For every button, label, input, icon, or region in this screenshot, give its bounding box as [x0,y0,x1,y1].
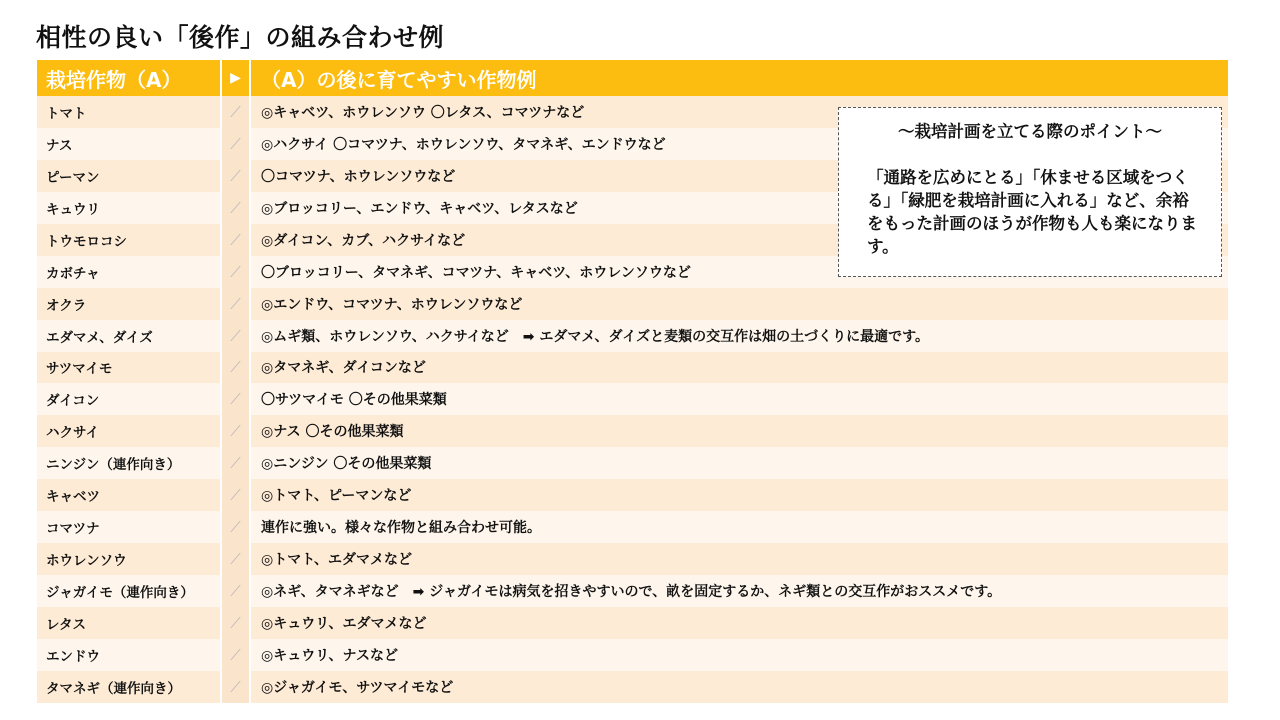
row-arrow-icon: ⟋ [220,160,251,192]
row-arrow-icon: ⟋ [220,256,251,288]
header-next-crop-column: （A）の後に育てやすい作物例 [261,67,537,92]
crop-name: タマネギ（連作向き） [37,671,220,703]
crop-name: サツマイモ [37,352,220,384]
row-arrow-icon: ⟋ [220,671,251,703]
row-arrow-icon: ⟋ [220,96,251,128]
crop-name: カボチャ [37,256,220,288]
crop-name: エダマメ、ダイズ [37,320,220,352]
next-crop-examples: ◎キャベツ、ホウレンソウ 〇レタス、コマツナなど [251,96,1228,128]
row-arrow-icon: ⟋ [220,415,251,447]
tip-body: 「通路を広めにとる」「休ませる区域をつくる」「緑肥を栽培計画に入れる」など、余裕をもった計画のほうが作物も人も楽になります。 [867,168,1197,256]
table-row [37,288,1228,320]
table-row [37,511,1228,543]
crop-name: レタス [37,607,220,639]
table-row [37,320,1228,352]
row-arrow-icon: ⟋ [220,639,251,671]
table-row [37,543,1228,575]
crop-name: トウモロコシ [37,224,220,256]
next-crop-examples: 連作に強い。様々な作物と組み合わせ可能。 [251,511,1228,543]
table-row [37,607,1228,639]
table-row [37,479,1228,511]
next-crop-examples: ◎トマト、ピーマンなど [251,479,1228,511]
next-crop-examples: 〇コマツナ、ホウレンソウなど [251,160,1228,192]
planning-tip-box [838,107,1222,277]
header-crop-column: 栽培作物（A） [46,67,182,92]
next-crop-examples: ◎ブロッコリー、エンドウ、キャベツ、レタスなど [251,192,1228,224]
tip-heading: ～栽培計画を立てる際のポイント～ [898,122,1162,141]
next-crop-examples: ◎ダイコン、カブ、ハクサイなど [251,224,1228,256]
table-row [37,415,1228,447]
row-arrow-icon: ⟋ [220,320,251,352]
table-row [37,383,1228,415]
crop-name: ハクサイ [37,415,220,447]
crop-name: オクラ [37,288,220,320]
table-header [37,60,1228,96]
crop-name: ピーマン [37,160,220,192]
row-arrow-icon: ⟋ [220,511,251,543]
next-crop-examples: ◎キュウリ、ナスなど [251,639,1228,671]
next-crop-examples: ◎キュウリ、エダマメなど [251,607,1228,639]
crop-name: トマト [37,96,220,128]
next-crop-examples: ◎ナス 〇その他果菜類 [251,415,1228,447]
row-arrow-icon: ⟋ [220,575,251,607]
row-arrow-icon: ⟋ [220,447,251,479]
row-arrow-icon: ⟋ [220,479,251,511]
table-row [37,639,1228,671]
row-arrow-icon: ⟋ [220,224,251,256]
row-arrow-icon: ⟋ [220,543,251,575]
table-row [37,671,1228,703]
next-crop-examples: ◎エンドウ、コマツナ、ホウレンソウなど [251,288,1228,320]
next-crop-examples: ◎ネギ、タマネギなど ➡ ジャガイモは病気を招きやすいので、畝を固定するか、ネギ類との交互作がおススメです。 [251,575,1228,607]
crop-name: エンドウ [37,639,220,671]
row-arrow-icon: ⟋ [220,607,251,639]
next-crop-examples: 〇サツマイモ 〇その他果菜類 [251,383,1228,415]
crop-name: キャベツ [37,479,220,511]
crop-name: キュウリ [37,192,220,224]
table-row [37,447,1228,479]
crop-name: ダイコン [37,383,220,415]
row-arrow-icon: ⟋ [220,352,251,384]
row-arrow-icon: ⟋ [220,128,251,160]
next-crop-examples: ◎ニンジン 〇その他果菜類 [251,447,1228,479]
crop-name: コマツナ [37,511,220,543]
crop-name: ホウレンソウ [37,543,220,575]
crop-name: ニンジン（連作向き） [37,447,220,479]
table-row [37,575,1228,607]
table-row [37,352,1228,384]
next-crop-examples: ◎ハクサイ 〇コマツナ、ホウレンソウ、タマネギ、エンドウなど [251,128,1228,160]
next-crop-examples: ◎トマト、エダマメなど [251,543,1228,575]
page-title: 相性の良い「後作」の組み合わせ例 [36,23,445,52]
crop-name: ナス [37,128,220,160]
row-arrow-icon: ⟋ [220,383,251,415]
next-crop-examples: 〇ブロッコリー、タマネギ、コマツナ、キャベツ、ホウレンソウなど [251,256,1228,288]
next-crop-examples: ◎ムギ類、ホウレンソウ、ハクサイなど ➡ エダマメ、ダイズと麦類の交互作は畑の土づくりに最適です。 [251,320,1228,352]
row-arrow-icon: ⟋ [220,288,251,320]
next-crop-examples: ◎タマネギ、ダイコンなど [251,352,1228,384]
next-crop-examples: ◎ジャガイモ、サツマイモなど [251,671,1228,703]
crop-name: ジャガイモ（連作向き） [37,575,220,607]
header-arrow-icon: ▶ [220,60,251,96]
row-arrow-icon: ⟋ [220,192,251,224]
